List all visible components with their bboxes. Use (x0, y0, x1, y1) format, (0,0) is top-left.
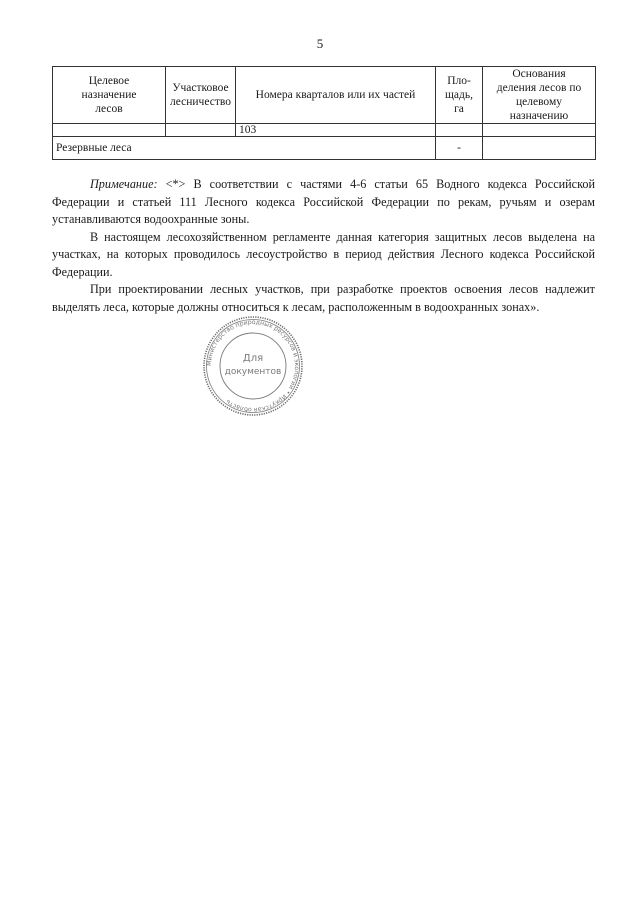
header-line: лесничество (170, 96, 231, 108)
note-label: Примечание: (90, 177, 158, 191)
header-line: назначение (81, 89, 137, 101)
note-paragraph (52, 176, 595, 229)
header-basis (483, 67, 596, 124)
header-line: га (454, 103, 464, 115)
header-line: Целевое (88, 75, 130, 87)
header-designation (53, 67, 166, 124)
note-section (52, 176, 595, 316)
cell-area: - (436, 137, 483, 160)
header-line: щадь, (445, 89, 473, 101)
note-text: <*> В соответствии с частями 4-6 статьи 65 Водного кодекса Российской Федерации и статьей 111 Лесного кодекса Российской Федерации по рекам, ручьям и озерам устанавливаются водоохранные зоны. (52, 177, 595, 226)
note-paragraph: При проектировании лесных участков, при разработке проектов освоения лесов надлежит выделять леса, которые должны относиться к лесам, расположенным в водоохранных зонах». (52, 282, 595, 314)
header-line: Участковое (172, 82, 229, 94)
header-line: Основания (512, 68, 566, 80)
table-header-row (53, 67, 596, 124)
document-stamp (201, 314, 305, 418)
cell-basis (483, 137, 596, 160)
cell-district (166, 124, 236, 137)
cell-quarters: 103 (236, 124, 436, 137)
cell-designation: Резервные леса (53, 137, 436, 160)
header-line: Номера кварталов или их частей (255, 89, 416, 101)
header-line: Пло- (447, 75, 471, 87)
stamp-line-1: Для (242, 353, 264, 364)
cell-area (436, 124, 483, 137)
header-quarters (236, 67, 436, 124)
page-number: 5 (316, 36, 324, 51)
header-line: лесов (95, 103, 123, 115)
header-area (436, 67, 483, 124)
note-paragraph: В настоящем лесохозяйственном регламенте данная категория защитных лесов выделена на участках, на которых проводилось лесоустройство в период действия Лесного кодекса Российской Федерации. (52, 229, 595, 279)
table-row (53, 137, 596, 160)
cell-designation (53, 124, 166, 137)
stamp-ring-text: Министерство природных ресурсов и экологии • Иркутская область (205, 318, 301, 414)
header-line: деления лесов по (496, 82, 582, 94)
header-district (166, 67, 236, 124)
header-line: целевому (515, 96, 562, 108)
header-line: назначению (509, 110, 569, 122)
cell-basis (483, 124, 596, 137)
table-row (53, 124, 596, 137)
forest-designation-table (52, 66, 596, 160)
stamp-line-2: документов (224, 367, 282, 377)
